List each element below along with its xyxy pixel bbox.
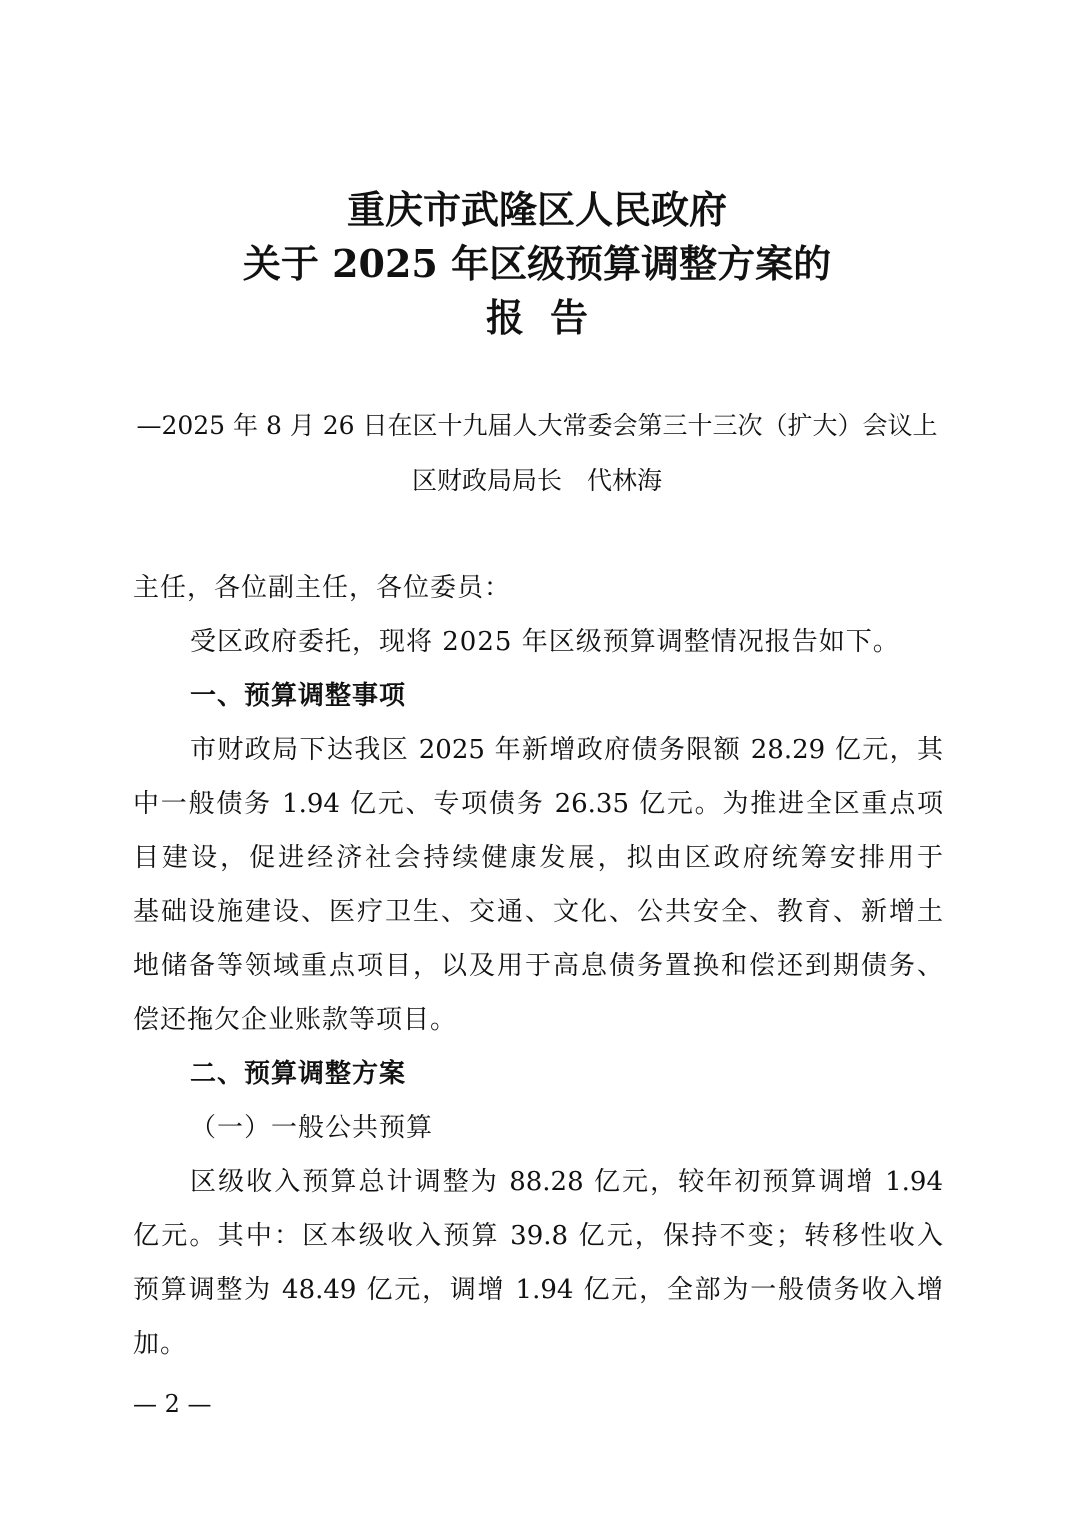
paragraph-line: 市财政局下达我区 2025 年新增政府债务限额 28.29 亿元，其 xyxy=(190,735,943,765)
section-2-heading: 二、预算调整方案 xyxy=(190,1059,407,1089)
meeting-info: —2025 年 8 月 26 日在区十九届人大常委会第三十三次（扩大）会议上 xyxy=(136,411,938,440)
intro-paragraph: 受区政府委托，现将 2025 年区级预算调整情况报告如下。 xyxy=(190,627,900,657)
paragraph-line: 地储备等领域重点项目，以及用于高息债务置换和偿还到期债务、 xyxy=(133,951,943,981)
speaker-info: 区财政局局长 代林海 xyxy=(411,466,662,495)
section-1-heading: 一、预算调整事项 xyxy=(190,681,407,711)
paragraph-line: 偿还拖欠企业账款等项目。 xyxy=(133,1005,458,1035)
paragraph-line: 基础设施建设、医疗卫生、交通、文化、公共安全、教育、新增土 xyxy=(133,897,943,927)
title-line-3: 报告 xyxy=(485,295,614,340)
paragraph-line: 区级收入预算总计调整为 88.28 亿元，较年初预算调增 1.94 xyxy=(190,1167,943,1197)
paragraph-line: 预算调整为 48.49 亿元，调增 1.94 亿元，全部为一般债务收入增 xyxy=(133,1275,943,1305)
page-number: — 2 — xyxy=(133,1390,212,1418)
paragraph-line: 目建设，促进经济社会持续健康发展，拟由区政府统筹安排用于 xyxy=(133,843,943,873)
title-line-1: 重庆市武隆区人民政府 xyxy=(346,187,727,232)
paragraph-line: 加。 xyxy=(133,1329,188,1359)
paragraph-line: 中一般债务 1.94 亿元、专项债务 26.35 亿元。为推进全区重点项 xyxy=(133,789,943,819)
title-line-2: 关于 2025 年区级预算调整方案的 xyxy=(242,241,832,286)
salutation: 主任，各位副主任，各位委员： xyxy=(133,573,512,603)
paragraph-line: 亿元。其中：区本级收入预算 39.8 亿元，保持不变；转移性收入 xyxy=(133,1221,943,1251)
subsection-1-heading: （一）一般公共预算 xyxy=(190,1113,434,1143)
